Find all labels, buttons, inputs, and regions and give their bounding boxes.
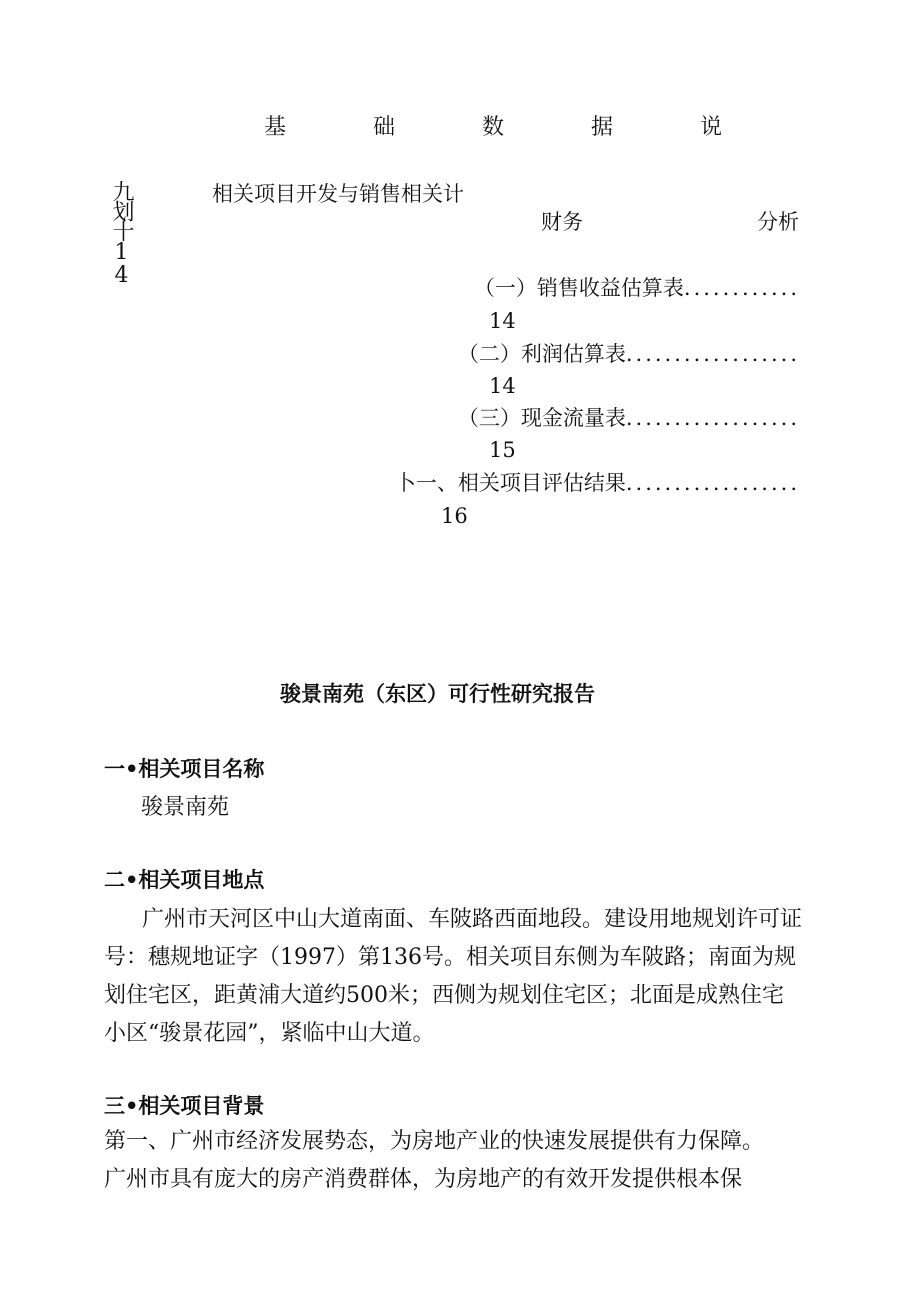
toc-entry[interactable] xyxy=(395,469,800,497)
toc-dots: .................. xyxy=(625,342,800,366)
toc-page-number: 16 xyxy=(441,504,468,528)
section-body-line: 第一、广州市经济发展势态，为房地产业的快速发展提供有力保障。 xyxy=(104,1129,765,1154)
section-body-line: 广州市具有庞大的房产消费群体，为房地产的有效开发提供根本保 xyxy=(104,1167,743,1192)
toc-page-number: 15 xyxy=(489,438,516,462)
toc-dots: .................. xyxy=(625,471,800,495)
page-title: 骏景南苑（东区）可行性研究报告 xyxy=(280,682,595,706)
toc-entry[interactable] xyxy=(474,274,800,302)
toc-line-2b: 分析 xyxy=(757,210,799,234)
toc-label: 卜一、相关项目评估结果 xyxy=(394,471,626,495)
toc-entry[interactable] xyxy=(458,340,800,368)
header-char: 数 xyxy=(481,115,504,140)
toc-label: （三）现金流量表 xyxy=(457,406,626,430)
toc-dots: .................. xyxy=(625,406,800,430)
header-char: 础 xyxy=(372,115,395,140)
toc-entry[interactable] xyxy=(458,404,800,432)
toc-label: （一）销售收益估算表 xyxy=(473,276,684,300)
header-char: 基 xyxy=(264,115,287,140)
toc-label: （二）利润估算表 xyxy=(457,342,626,366)
section-body: 骏景南苑 xyxy=(141,795,230,820)
section-heading: 一•相关项目名称 xyxy=(104,757,265,781)
toc-line-1: 相关项目开发与销售相关计 xyxy=(212,182,464,206)
section-body: 广州市天河区中山大道南面、车陂路西面地段。建设用地规划许可证号：穗规地证字（1997）第136号。相关项目东侧为车陂路；南面为规划住宅区，距黄浦大道约500米；西侧为规划住宅区；北面是成熟住宅小区“骏景花园”，紧临中山大道。 xyxy=(104,907,803,1046)
toc-page-number: 14 xyxy=(489,309,516,333)
section-heading: 三•相关项目背景 xyxy=(104,1094,265,1118)
toc-dots: ............ xyxy=(683,276,800,300)
toc-page-number: 14 xyxy=(489,374,516,398)
header-spaced-title xyxy=(264,114,722,142)
header-char: 说 xyxy=(699,115,722,140)
toc-line-2a: 财务 xyxy=(541,210,583,234)
section-heading: 二•相关项目地点 xyxy=(104,868,265,892)
header-char: 据 xyxy=(590,115,613,140)
side-vertical-text: 九划十14 xyxy=(109,180,134,286)
